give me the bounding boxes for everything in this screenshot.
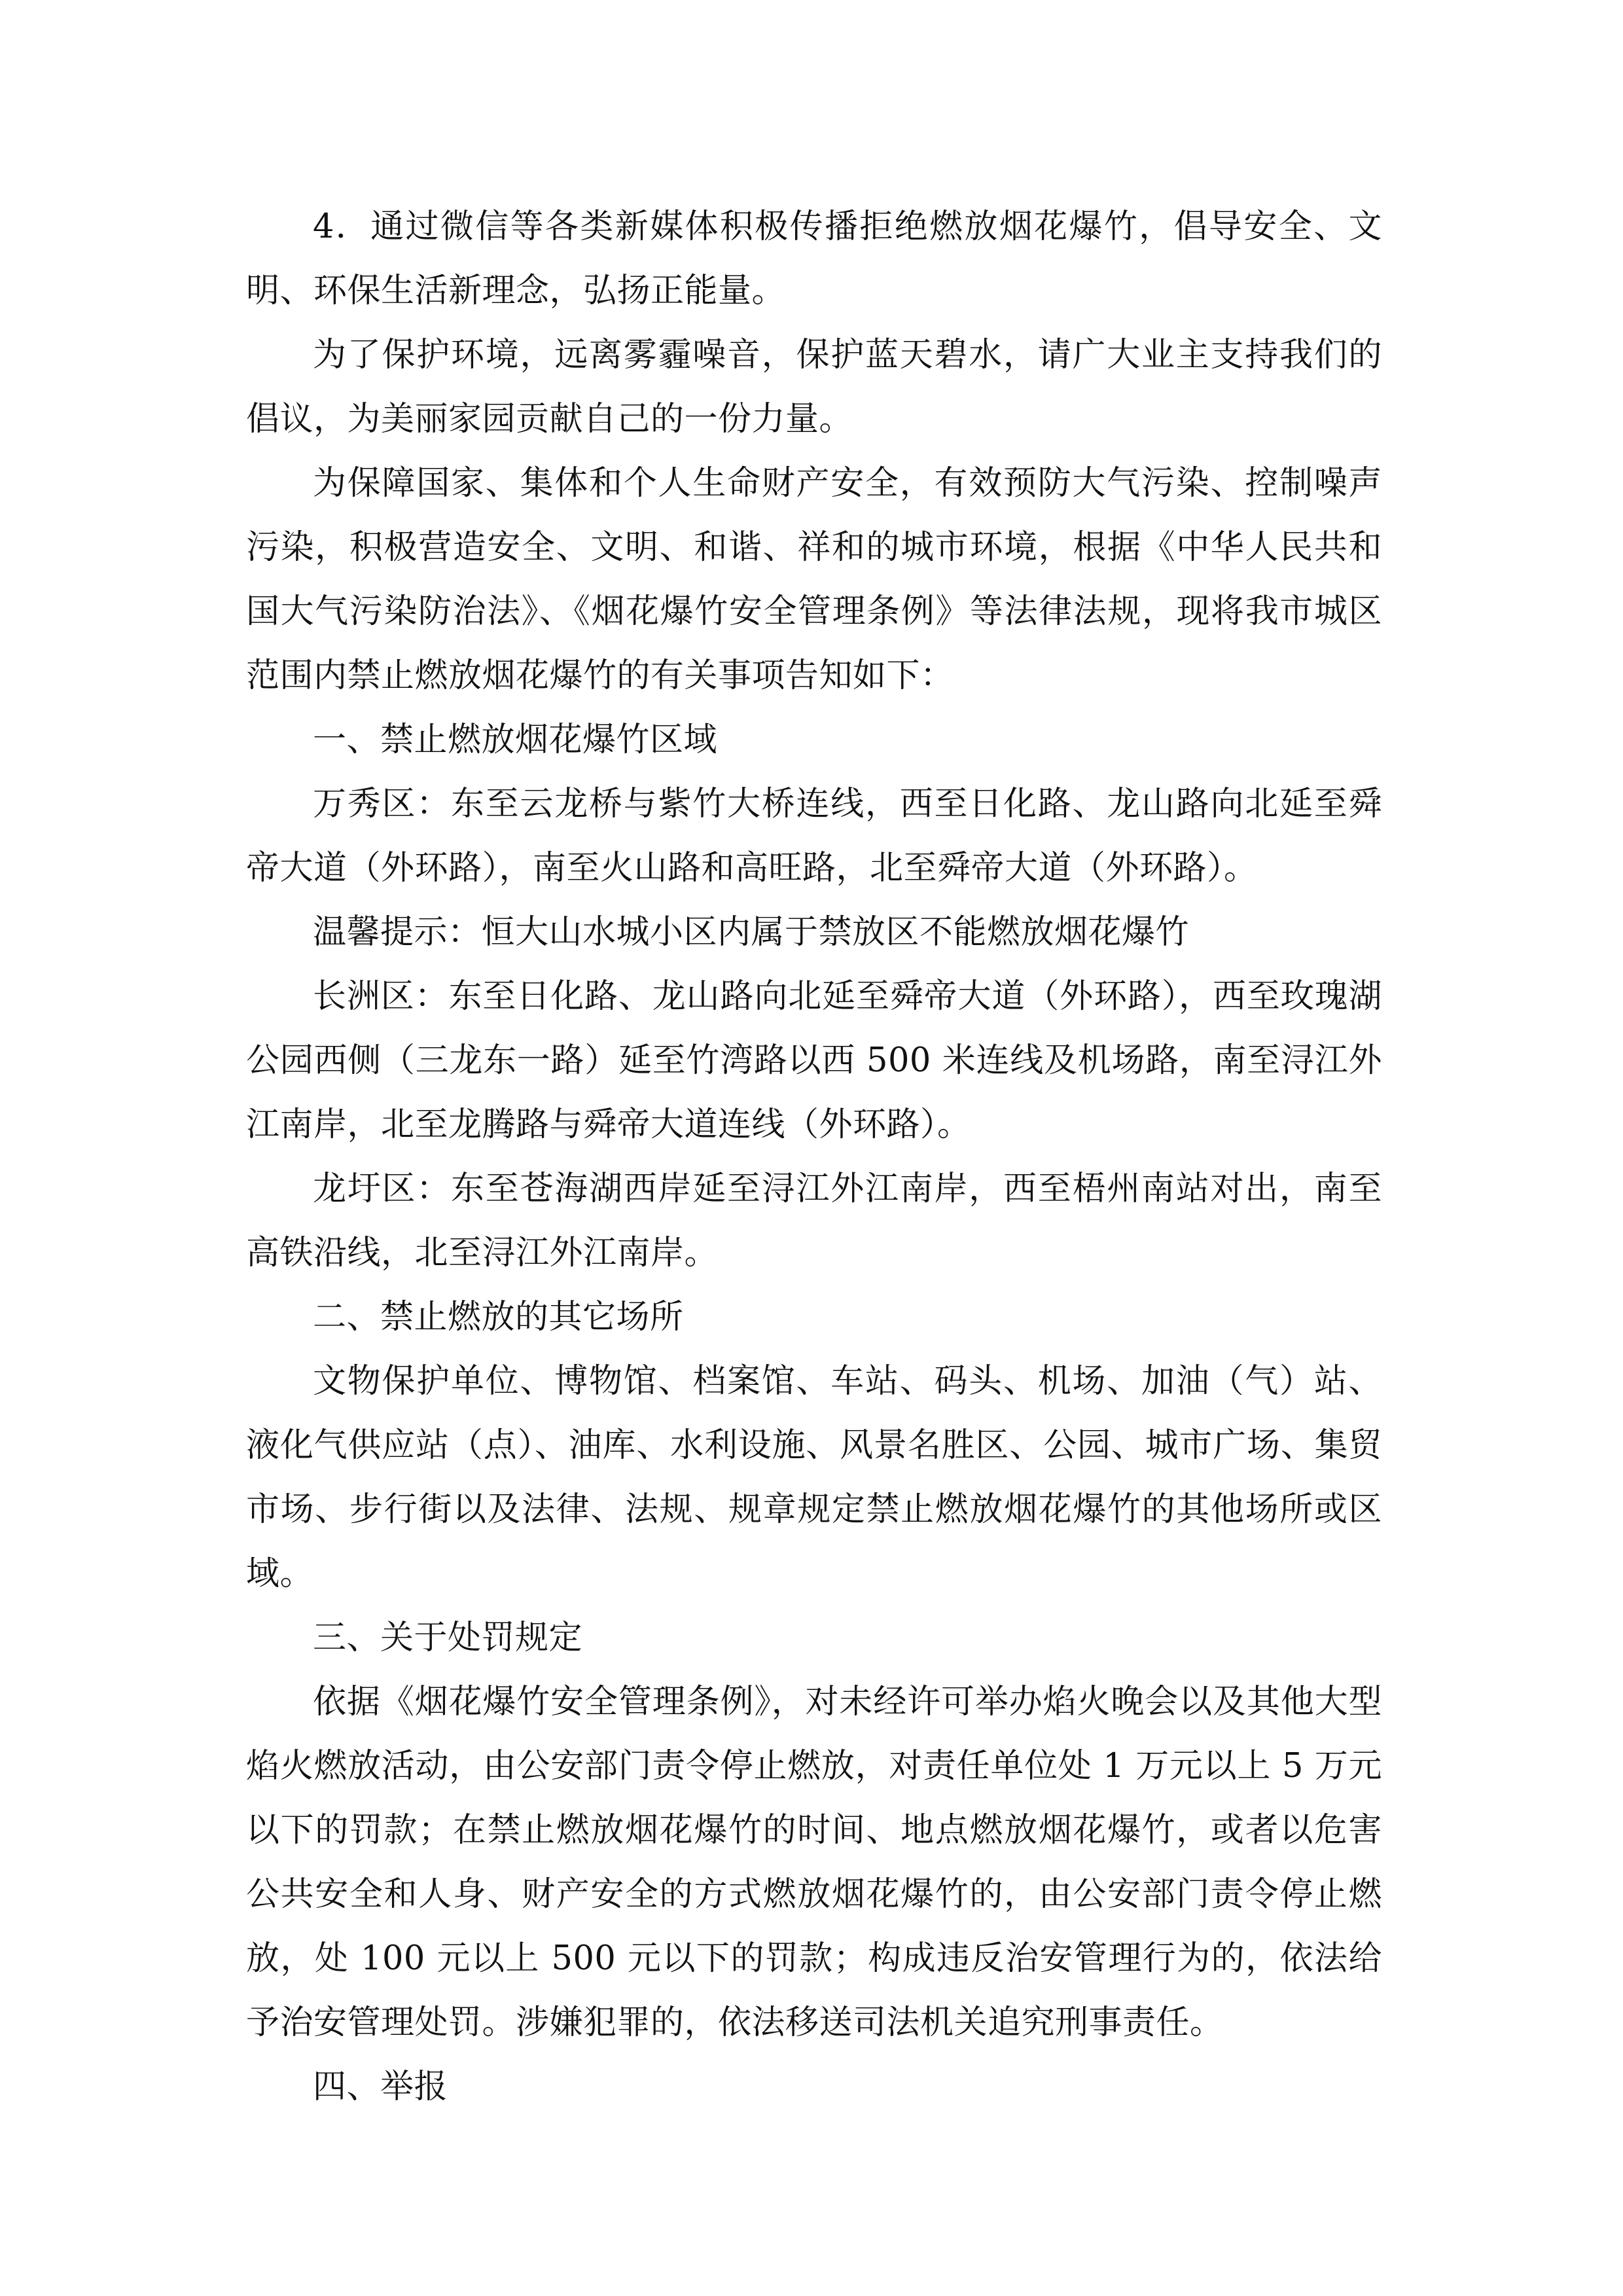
- paragraph-wanxiu-district: 万秀区：东至云龙桥与紫竹大桥连线，西至日化路、龙山路向北延至舜帝大道（外环路），南至火山路和高旺路，北至舜帝大道（外环路）。: [246, 785, 1382, 888]
- paragraph-longxu-district: 龙圩区：东至苍海湖西岸延至浔江外江南岸，西至梧州南站对出，南至高铁沿线，北至浔江外江南岸。: [246, 1170, 1382, 1272]
- paragraph-changzhou-district: 长洲区：东至日化路、龙山路向北延至舜帝大道（外环路），西至玫瑰湖公园西侧（三龙东一路）延至竹湾路以西 500 米连线及机场路，南至浔江外江南岸，北至龙腾路与舜帝大道连线（外环路）。: [246, 977, 1382, 1144]
- document-body: [246, 195, 1382, 2119]
- heading-report: 四、举报: [313, 2068, 448, 2106]
- heading-penalty-rules: 三、关于处罚规定: [313, 1619, 583, 1657]
- paragraph-warm-tip: 温馨提示：恒大山水城小区内属于禁放区不能燃放烟花爆竹: [313, 913, 1190, 952]
- heading-other-places: 二、禁止燃放的其它场所: [313, 1298, 684, 1336]
- paragraph-environment-appeal: 为了保护环境，远离雾霾噪音，保护蓝天碧水，请广大业主支持我们的倡议，为美丽家园贡献自己的一份力量。: [246, 336, 1382, 439]
- paragraph-penalty-details: 依据《烟花爆竹安全管理条例》，对未经许可举办焰火晚会以及其他大型焰火燃放活动，由公安部门责令停止燃放，对责任单位处 1 万元以上 5 万元以下的罚款；在禁止燃放烟花爆竹的时间、地点燃放烟花爆竹，或者以危害公共安全和人身、财产安全的方式燃放烟花爆竹的，由公安部门责令停止燃放，处 100 元以上 500 元以下的罚款；构成违反治安管理行为的，依法给予治安管理处罚。涉嫌犯罪的，依法移送司法机关追究刑事责任。: [246, 1683, 1382, 2042]
- paragraph-new-media-advocacy: 4．通过微信等各类新媒体积极传播拒绝燃放烟花爆竹，倡导安全、文明、环保生活新理念，弘扬正能量。: [246, 207, 1382, 310]
- paragraph-other-places-list: 文物保护单位、博物馆、档案馆、车站、码头、机场、加油（气）站、液化气供应站（点）、油库、水利设施、风景名胜区、公园、城市广场、集贸市场、步行街以及法律、法规、规章规定禁止燃放烟花爆竹的其他场所或区域。: [246, 1362, 1382, 1593]
- paragraph-notice-intro: 为保障国家、集体和个人生命财产安全，有效预防大气污染、控制噪声污染，积极营造安全、文明、和谐、祥和的城市环境，根据《中华人民共和国大气污染防治法》、《烟花爆竹安全管理条例》等法律法规，现将我市城区范围内禁止燃放烟花爆竹的有关事项告知如下：: [246, 464, 1382, 695]
- heading-prohibited-areas: 一、禁止燃放烟花爆竹区域: [313, 721, 718, 759]
